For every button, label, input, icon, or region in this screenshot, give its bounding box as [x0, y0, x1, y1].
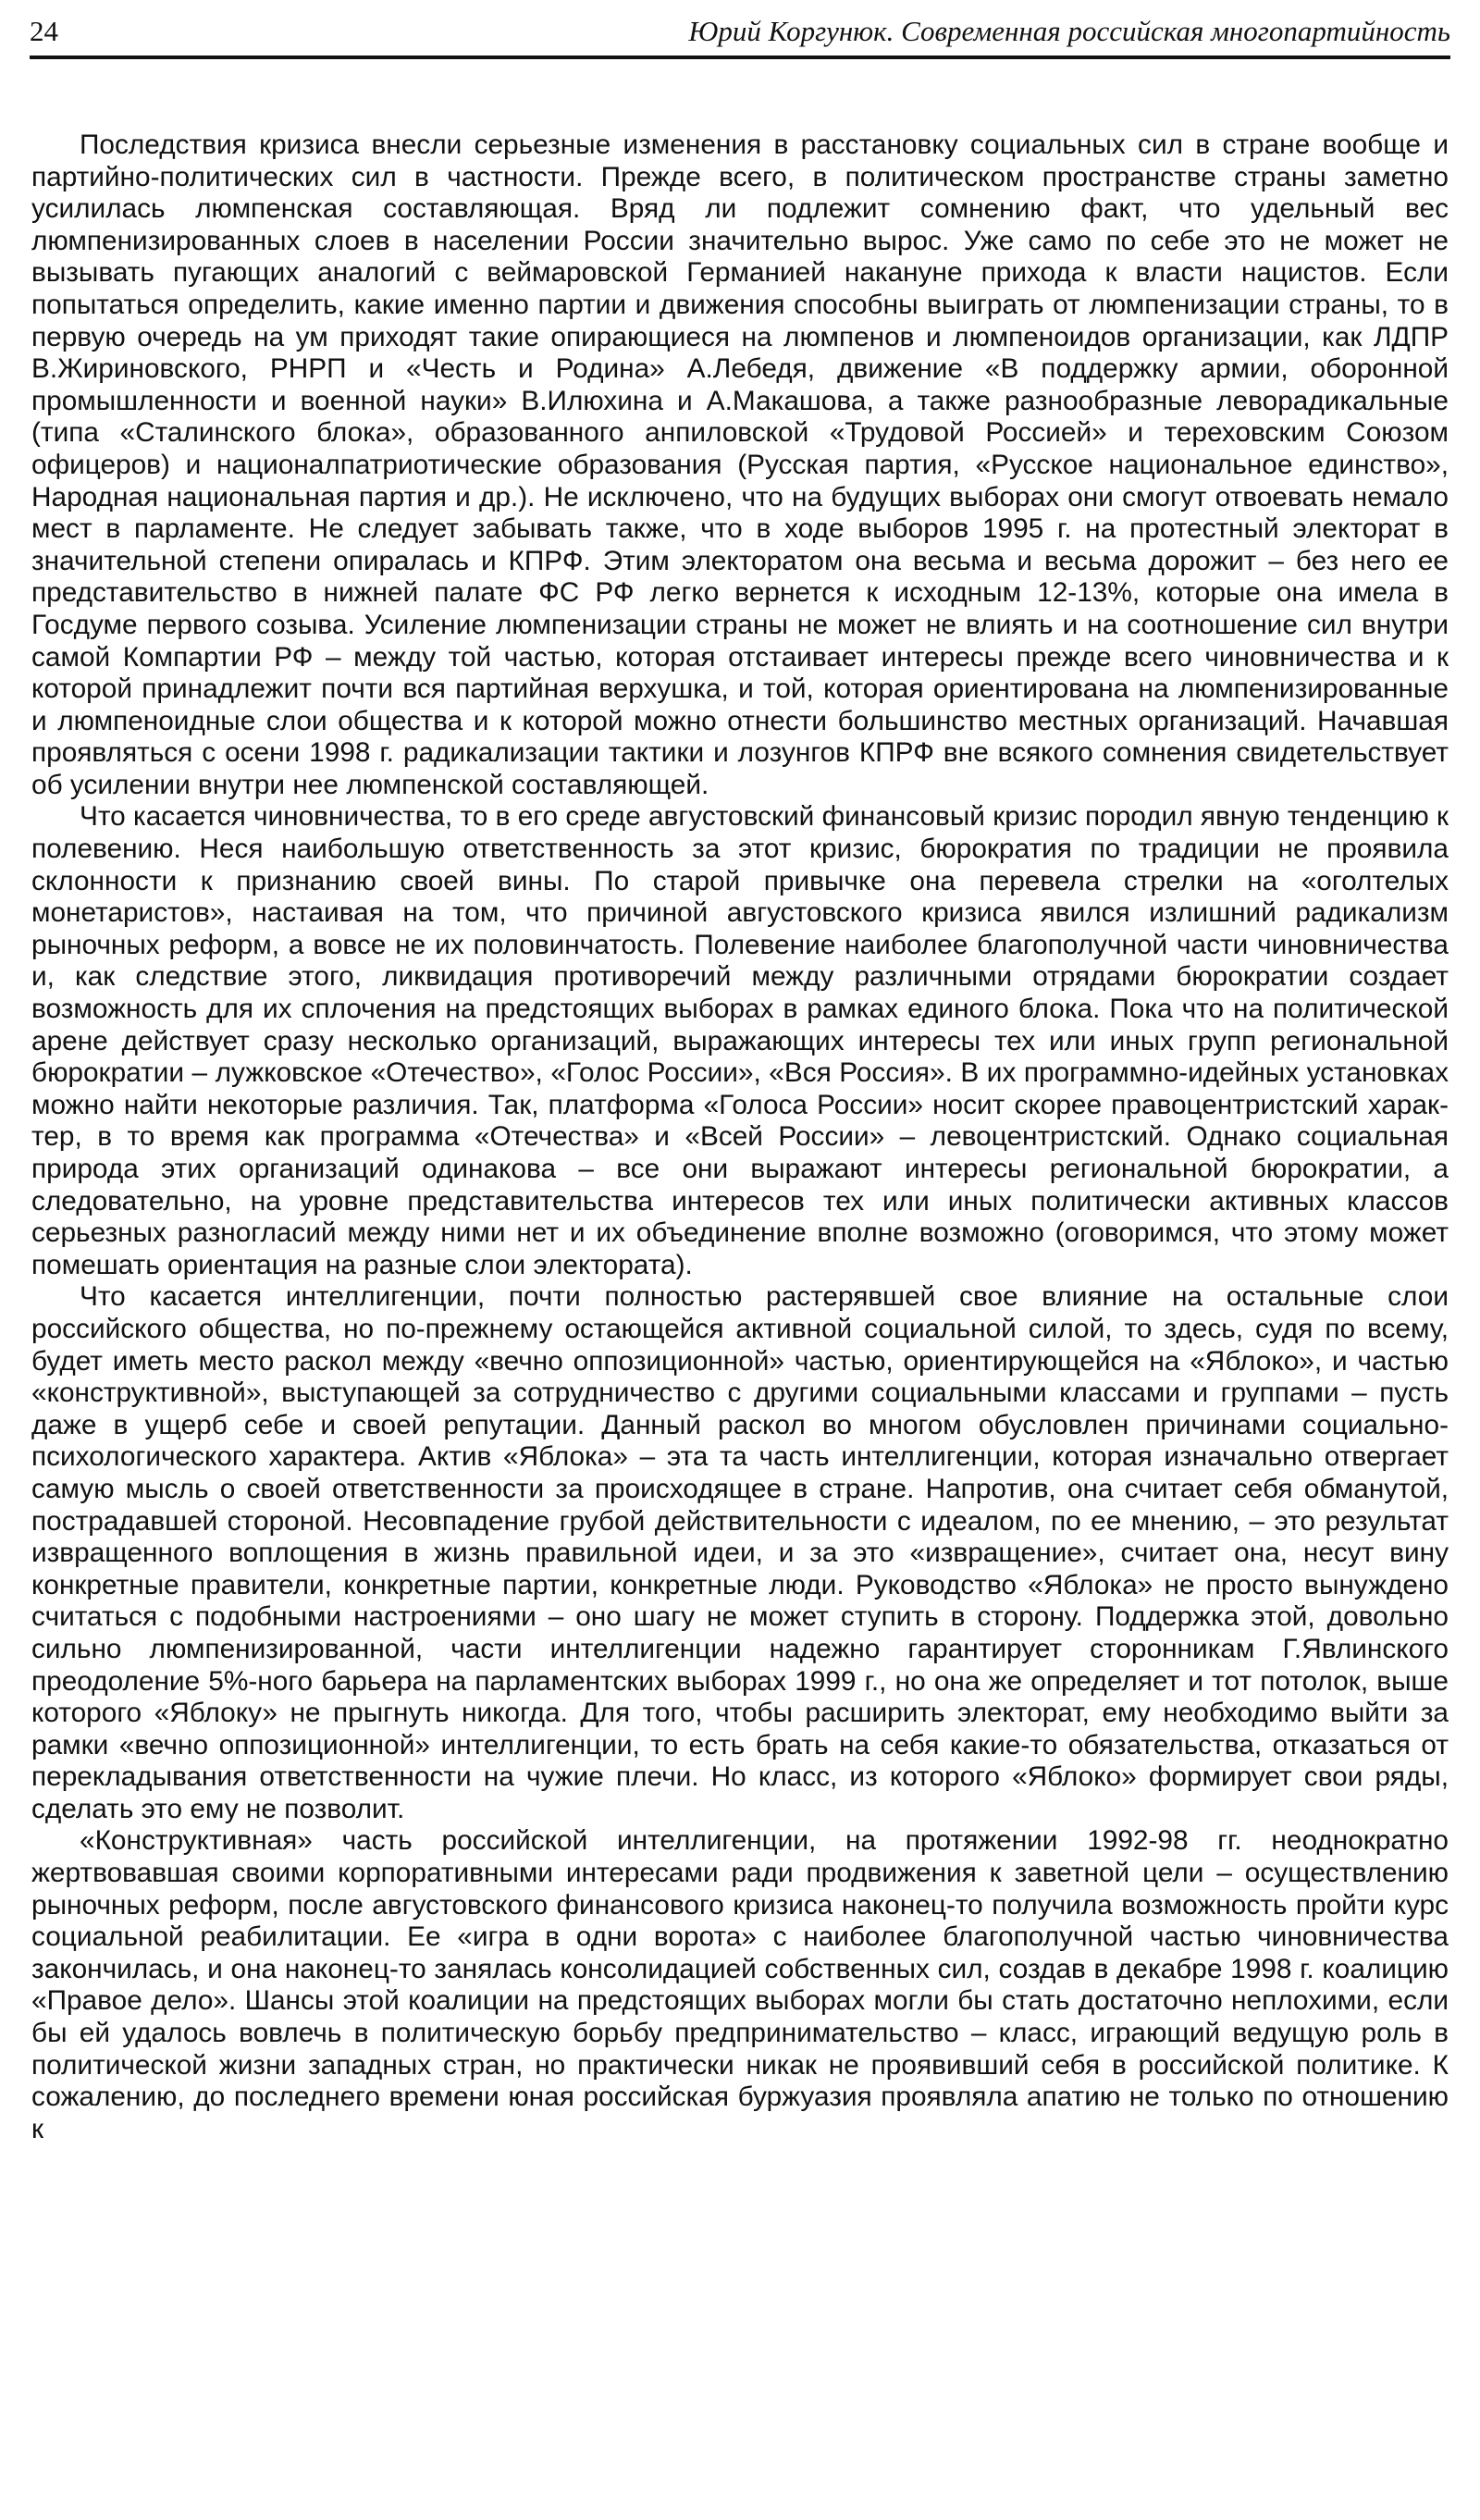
paragraph: «Конструктивная» часть российской интеллигенции, на протяжении 1992-98 гг. неоднократно жертвовавшая своими корпоративными интересами ради продвижения к заветной цели – осуществлению рыночных реформ, после августовского финансового кризиса наконец-то получила возможность пройти курс социальной реабилитации. Ее «игра в одни ворота» с наиболее благополучной частью чиновничества закончилась, и она наконец-то занялась консолидацией собственных сил, создав в декабре 1998 г. коалицию «Правое дело». Шансы этой коалиции на предстоящих выборах могли бы стать достаточно неплохими, если бы ей удалось вовлечь в политическую борьбу предпринимательство – класс, играющий ведущую роль в политической жизни западных стран, но практически никак не проявивший себя в российской политике. К сожалению, до последнего времени юная российская буржуазия проявляла апатию не только по отношению к	[31, 1825, 1449, 2144]
paragraph: Что касается чиновничества, то в его среде августовский финансовый кризис породил явную тенденцию к полевению. Неся наибольшую ответственность за этот кризис, бюрократия по традиции не проявила склонности к признанию своей вины. По старой привычке она перевела стрелки на «оголтелых монетаристов», настаивая на том, что причиной августовского кризиса явился излишний радикализм рыночных реформ, а вовсе не их половинчатость. Полевение наиболее благополучной части чиновничества и, как следствие этого, ликвидация противоречий между различными отрядами бюрократии создает возможность для их сплочения на предстоящих выборах в рамках единого блока. Пока что на политической арене действует сразу несколько организаций, выражающих интересы тех или иных групп региональной бюрократии – лужковское «Отечество», «Голос России», «Вся Россия». В их программно-идейных установках можно найти некоторые различия. Так, платформа «Голоса России» носит скорее правоцентристский характер, в то время как программа «Отечества» и «Всей России» – левоцентристский. Однако социальная природа этих организаций одинакова – все они выражают интересы региональной бюрократии, а следовательно, на уровне представительства интересов тех или иных политически активных классов серьезных разногласий между ними нет и их объединение вполне возможно (оговоримся, что этому может помешать ориентация на разные слои электората).	[31, 801, 1449, 1280]
paragraph: Что касается интеллигенции, почти полностью растерявшей свое влияние на остальные слои российского общества, но по-прежнему остающейся активной социальной силой, то здесь, судя по всему, будет иметь место раскол между «вечно оппозиционной» частью, ориентирующейся на «Яблоко», и частью «конструктивной», выступающей за сотрудничество с другими социальными классами и группами – пусть даже в ущерб себе и своей репутации. Данный раскол во многом обусловлен причинами социально-психологического характера. Актив «Яблока» – эта та часть интеллигенции, которая изначально отвергает самую мысль о своей ответственности за происходящее в стране. Напротив, она считает себя обманутой, пострадавшей стороной. Несовпадение грубой действительности с идеалом, по ее мнению, – это результат извращенного воплощения в жизнь правильной идеи, и за это «извращение», считает она, несут вину конкретные правители, конкретные партии, конкретные люди. Руководство «Яблока» не просто вынуждено считаться с подобными настроениями – оно шагу не может ступить в сторону. Поддержка этой, довольно сильно люмпенизированной, части интеллигенции надежно гарантирует сторонникам Г.Явлинского преодоление 5%-ного барьера на парламентских выборах 1999 г., но она же определяет и тот потолок, выше которого «Яблоку» не прыгнуть никогда. Для того, чтобы расширить электорат, ему необходимо выйти за рамки «вечно оппозиционной» интеллигенции, то есть брать на себя какие-то обязательства, отказаться от перекладывания ответственности на чужие плечи. Но класс, из которого «Яблоко» формирует свои ряды, сделать это ему не позволит.	[31, 1281, 1449, 1824]
paragraph: Последствия кризиса внесли серьезные изменения в расстановку социальных сил в стране вообще и партийно-политических сил в частности. Прежде всего, в политическом пространстве страны заметно усилилась люмпенская составляющая. Вряд ли подлежит сомнению факт, что удельный вес люмпенизированных слоев в населении России значительно вырос. Уже само по себе это не может не вызывать пугающих аналогий с веймаровской Германией накануне прихода к власти нацистов. Если попытаться определить, какие именно партии и движения способны выиграть от люмпенизации страны, то в первую очередь на ум приходят такие опирающиеся на люмпенов и люмпеноидов организации, как ЛДПР В.Жириновского, РНРП и «Честь и Родина» А.Лебедя, движение «В поддержку армии, оборонной промышленности и военной науки» В.Илюхина и А.Макашова, а также разнообразные леворадикальные (типа «Сталинского блока», образованного анпиловской «Трудовой Россией» и тереховским Союзом офицеров) и националпатриотические образования (Русская партия, «Русское национальное единство», Народная национальная партия и др.). Не исключено, что на будущих выборах они смогут отвоевать немало мест в парламенте. Не следует забывать также, что в ходе выборов 1995 г. на протестный электорат в значительной степени опиралась и КПРФ. Этим электоратом она весьма и весьма дорожит – без него ее представительство в нижней палате ФС РФ легко вернется к исходным 12-13%, которые она имела в Госдуме первого созыва. Усиление люмпенизации страны не может не влиять и на соотношение сил внутри самой Компартии РФ – между той частью, которая отстаивает интересы прежде всего чиновничества и к которой принадлежит почти вся партийная верхушка, и той, которая ориентирована на люмпенизированные и люмпеноидные слои общества и к которой можно отнести большинство местных организаций. Начавшая проявляться с осени 1998 г. радикализации тактики и лозунгов КПРФ вне всякого сомнения свидетельствует об усилении внутри нее люмпенской составляющей.	[31, 130, 1449, 800]
body-text	[31, 130, 1449, 2145]
running-title: Юрий Коргунюк. Современная российская многопартийность	[688, 15, 1450, 47]
page-header	[30, 7, 1450, 59]
page-number: 24	[30, 15, 58, 47]
